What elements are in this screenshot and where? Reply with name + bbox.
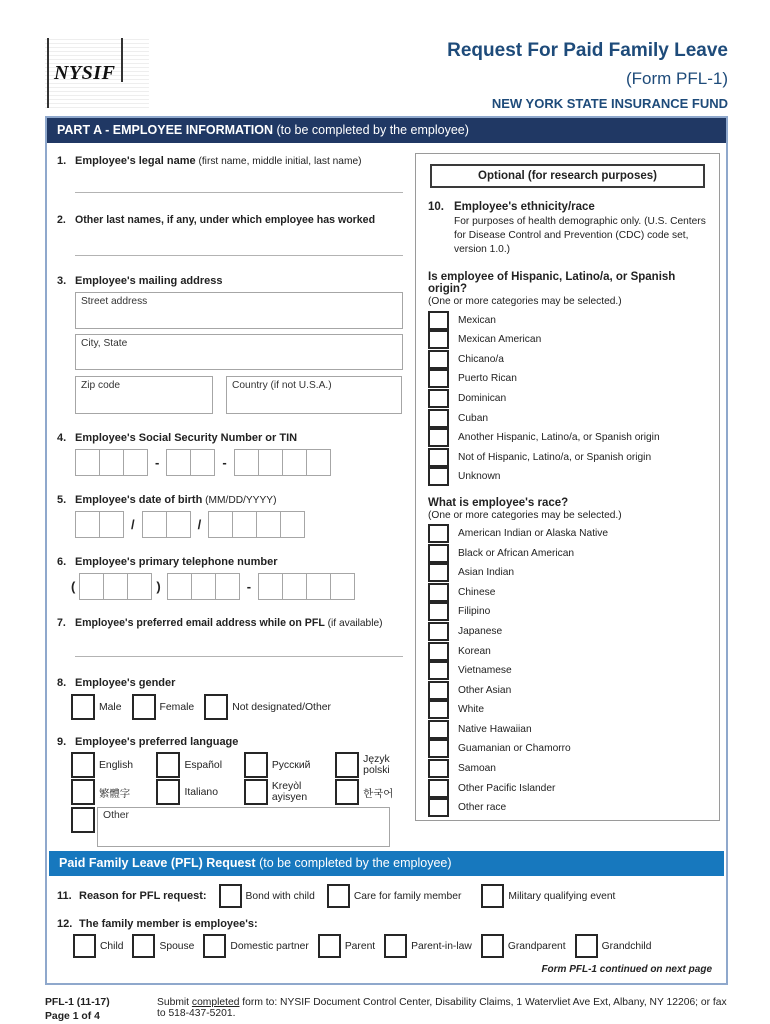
q1-label: 1. Employee's legal name (first name, middle initial, last name) — [57, 155, 362, 167]
reason-military-checkbox[interactable] — [481, 884, 504, 908]
dob-cell[interactable] — [166, 511, 191, 538]
footer-form-code: PFL-1 (11-17) — [45, 997, 110, 1008]
language-other-row — [71, 807, 409, 847]
lang-korean-checkbox[interactable] — [335, 779, 359, 805]
hispanic-checkbox-mexican[interactable] — [428, 311, 449, 330]
left-column — [57, 153, 409, 847]
q12-options: Child Spouse Domestic partner Parent Parent-in-law Grandparent Grandchild — [73, 934, 716, 958]
street-address-field[interactable]: Street address — [75, 292, 403, 329]
race-checkbox-vietnamese[interactable] — [428, 661, 449, 680]
phone-cell[interactable] — [79, 573, 104, 600]
reason-bond-checkbox[interactable] — [219, 884, 242, 908]
family-grandchild-checkbox[interactable] — [575, 934, 598, 958]
race-checkbox-white[interactable] — [428, 700, 449, 719]
header — [45, 38, 728, 112]
ssn-cell[interactable] — [99, 449, 124, 476]
hispanic-checkbox-puerto-rican[interactable] — [428, 369, 449, 388]
hispanic-checkbox-dominican[interactable] — [428, 389, 449, 408]
race-checkbox-japanese[interactable] — [428, 622, 449, 641]
form-number: (Form PFL-1) — [626, 69, 728, 88]
continued-note: Form PFL-1 continued on next page — [541, 964, 712, 975]
pfl-section-title: Paid Family Leave (PFL) Request — [59, 856, 256, 870]
race-checkbox-filipino[interactable] — [428, 602, 449, 621]
ssn-cell[interactable] — [234, 449, 259, 476]
q6-label: 6. Employee's primary telephone number — [57, 556, 278, 568]
ssn-cell[interactable] — [258, 449, 283, 476]
q9-label: 9. Employee's preferred language — [57, 736, 239, 748]
race-checkbox-other-pacific[interactable] — [428, 779, 449, 798]
phone-separator: - — [246, 579, 252, 594]
ssn-input — [75, 449, 409, 476]
q8-label: 8. Employee's gender — [57, 677, 176, 689]
q3-label: 3. Employee's mailing address — [57, 275, 223, 287]
gender-male-label: Male — [99, 701, 122, 713]
page-title: Request For Paid Family Leave — [447, 40, 728, 61]
q7-answer-line[interactable] — [75, 629, 403, 657]
phone-cell[interactable] — [167, 573, 192, 600]
zip-country-row — [75, 376, 403, 414]
zip-code-field[interactable]: Zip code — [75, 376, 213, 414]
dob-input — [75, 511, 409, 538]
family-grandparent-checkbox[interactable] — [481, 934, 504, 958]
optional-section — [415, 153, 720, 821]
lang-other-field[interactable]: Other — [97, 807, 390, 847]
hispanic-checkbox-cuban[interactable] — [428, 409, 449, 428]
pfl-section-note: (to be completed by the employee) — [255, 856, 452, 870]
dob-cell[interactable] — [208, 511, 233, 538]
dob-cell[interactable] — [232, 511, 257, 538]
footer-form-id — [45, 996, 127, 1024]
q5-label: 5. Employee's date of birth (MM/DD/YYYY) — [57, 494, 277, 506]
hispanic-checkbox-unknown[interactable] — [428, 467, 449, 486]
ssn-separator: - — [155, 455, 160, 470]
q1-answer-line[interactable] — [75, 167, 403, 193]
nysif-logo — [45, 38, 149, 108]
q4-label: 4. Employee's Social Security Number or TIN — [57, 432, 298, 444]
part-a-note: (to be completed by the employee) — [272, 123, 469, 137]
pfl-section-header — [49, 851, 724, 876]
q10-note: For purposes of health demographic only. (U.S. Centers for Disease Control and Prevention (CDC) code set, version 1.0.) — [454, 216, 706, 255]
hispanic-checkbox-chicano[interactable] — [428, 350, 449, 369]
race-checkbox-american-indian[interactable] — [428, 524, 449, 543]
gender-options — [71, 694, 409, 720]
hispanic-checkbox-not-hispanic[interactable] — [428, 448, 449, 467]
footer-page-number: Page 1 of 4 — [45, 1011, 100, 1023]
gender-female-label: Female — [159, 701, 195, 713]
lang-russian-checkbox[interactable] — [244, 752, 268, 778]
optional-section-title: Optional (for research purposes) — [430, 164, 705, 188]
lang-creole-checkbox[interactable] — [244, 779, 268, 805]
race-options: American Indian or Alaska Native Black or African American Asian Indian Chinese Filipino Japanese Korean Vietnamese Other Asian White Native Hawaiian Guamanian or Chamorro Samoan Other Pacific Islander Other race — [428, 524, 709, 818]
phone-cell[interactable] — [103, 573, 128, 600]
hispanic-note: (One or more categories may be selected.) — [428, 296, 622, 308]
race-checkbox-chinese[interactable] — [428, 583, 449, 602]
q10-label: 10. Employee's ethnicity/race — [428, 201, 595, 213]
pfl-content — [47, 876, 726, 983]
dob-separator: / — [131, 517, 135, 532]
phone-cell[interactable] — [191, 573, 216, 600]
dob-cell[interactable] — [256, 511, 281, 538]
gender-other-label: Not designated/Other — [232, 701, 331, 713]
country-field[interactable]: Country (if not U.S.A.) — [226, 376, 402, 414]
q12-label: 12. The family member is employee's: — [57, 918, 258, 930]
phone-cell[interactable] — [215, 573, 240, 600]
ssn-cell[interactable] — [75, 449, 100, 476]
race-checkbox-other-asian[interactable] — [428, 681, 449, 700]
dob-cell[interactable] — [280, 511, 305, 538]
ssn-cell[interactable] — [306, 449, 331, 476]
footer-submit-instructions: Submit completed form to: NYSIF Document Control Center, Disability Claims, 1 Watervliet Ave Ext, Albany, NY 12206; or fax to 518-437-5201. — [157, 997, 727, 1019]
q11-row: 11. Reason for PFL request: Bond with child Care for family member Military qualifying event — [57, 884, 716, 908]
q2-label: 2. Other last names, if any, under which employee has worked — [57, 214, 376, 226]
q7-label: 7. Employee's preferred email address while on PFL (if available) — [57, 617, 383, 629]
language-row: English Español Русский Język polski — [71, 752, 409, 778]
hispanic-options: Mexican Mexican American Chicano/a Puerto Rican Dominican Cuban Another Hispanic, Latino/a, or Spanish origin Not of Hispanic, Latino/a, or Spanish origin Unknown — [428, 310, 709, 486]
family-domestic-partner-checkbox[interactable] — [203, 934, 226, 958]
race-checkbox-korean[interactable] — [428, 642, 449, 661]
phone-cell[interactable] — [306, 573, 331, 600]
lang-italian-checkbox[interactable] — [156, 779, 180, 805]
lang-english-checkbox[interactable] — [71, 752, 95, 778]
lang-other-checkbox[interactable] — [71, 807, 95, 833]
race-checkbox-samoan[interactable] — [428, 759, 449, 778]
ssn-separator: - — [222, 455, 227, 470]
phone-paren-open: ( — [71, 579, 76, 594]
hispanic-checkbox-mexican-american[interactable] — [428, 330, 449, 349]
ssn-cell[interactable] — [282, 449, 307, 476]
gender-female-checkbox[interactable] — [132, 694, 156, 720]
phone-input — [71, 573, 409, 600]
part-a-content — [47, 143, 726, 851]
hispanic-checkbox-another[interactable] — [428, 428, 449, 447]
dob-separator: / — [197, 517, 202, 532]
family-child-checkbox[interactable] — [73, 934, 96, 958]
gender-male-checkbox[interactable] — [71, 694, 95, 720]
race-checkbox-native-hawaiian[interactable] — [428, 720, 449, 739]
race-checkbox-asian-indian[interactable] — [428, 563, 449, 582]
language-options — [71, 752, 409, 847]
language-row: 繁體字 Italiano Kreyòl ayisyen 한국어 — [71, 779, 409, 805]
city-state-field[interactable]: City, State — [75, 334, 403, 370]
footer — [45, 996, 728, 1024]
phone-cell[interactable] — [282, 573, 307, 600]
ssn-cell[interactable] — [190, 449, 215, 476]
hispanic-question: Is employee of Hispanic, Latino/a, or Spanish origin? — [428, 271, 676, 296]
dob-cell[interactable] — [75, 511, 100, 538]
gender-other-checkbox[interactable] — [204, 694, 228, 720]
form-body — [45, 116, 728, 985]
race-checkbox-black[interactable] — [428, 544, 449, 563]
race-note: (One or more categories may be selected.) — [428, 509, 622, 521]
title-block — [447, 38, 728, 111]
phone-cell[interactable] — [127, 573, 152, 600]
phone-cell[interactable] — [330, 573, 355, 600]
phone-paren-close: ) — [156, 579, 161, 594]
lang-chinese-checkbox[interactable] — [71, 779, 95, 805]
race-checkbox-guamanian[interactable] — [428, 739, 449, 758]
ssn-cell[interactable] — [123, 449, 148, 476]
reason-care-checkbox[interactable] — [327, 884, 350, 908]
nysif-logo-text: NYSIF — [54, 61, 116, 84]
org-name: NEW YORK STATE INSURANCE FUND — [491, 96, 728, 111]
family-parent-in-law-checkbox[interactable] — [384, 934, 407, 958]
lang-espanol-checkbox[interactable] — [156, 752, 180, 778]
lang-polish-checkbox[interactable] — [335, 752, 359, 778]
dob-cell[interactable] — [99, 511, 124, 538]
part-a-header — [47, 118, 726, 143]
phone-cell[interactable] — [258, 573, 283, 600]
family-spouse-checkbox[interactable] — [132, 934, 155, 958]
q2-answer-line[interactable] — [75, 226, 403, 256]
ssn-cell[interactable] — [166, 449, 191, 476]
dob-cell[interactable] — [142, 511, 167, 538]
race-checkbox-other-race[interactable] — [428, 798, 449, 817]
race-question: What is employee's race? — [428, 496, 569, 509]
family-parent-checkbox[interactable] — [318, 934, 341, 958]
part-a-title: PART A - EMPLOYEE INFORMATION — [57, 123, 273, 137]
